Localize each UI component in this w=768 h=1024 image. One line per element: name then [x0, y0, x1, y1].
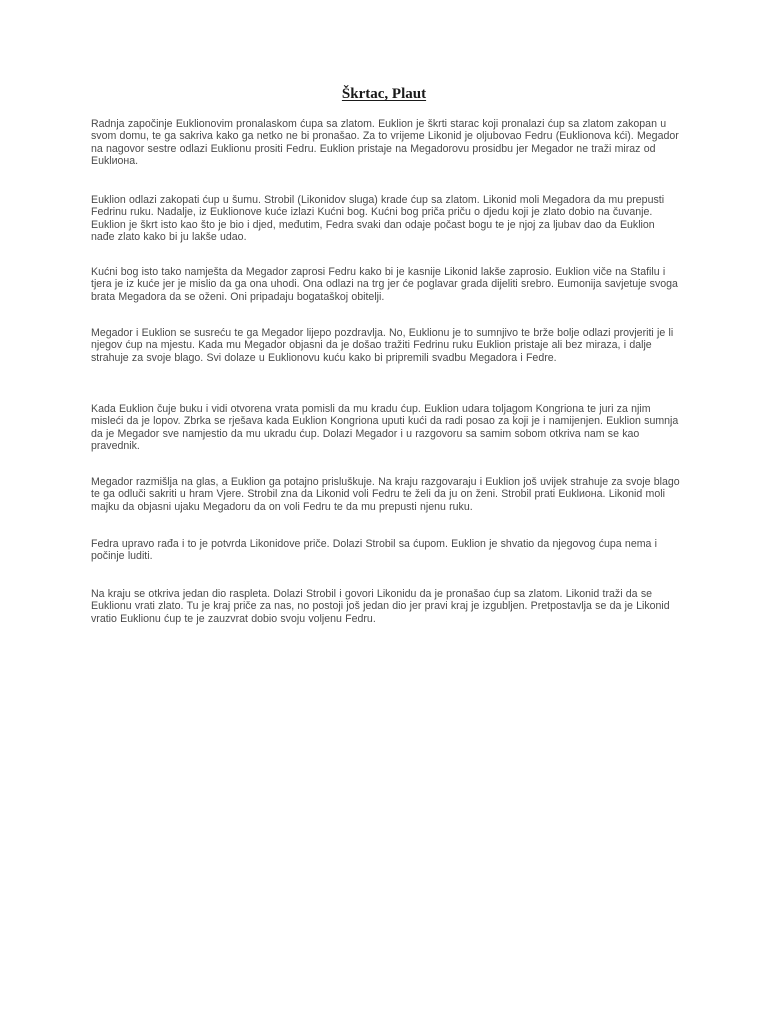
paragraph-8: Na kraju se otkriva jedan dio raspleta. Dolazi Strobil i govori Likonidu da je pronašao ćup sa zlatom. Likonid traži da se Euklionu vrati zlato. Tu je kraj priče za nas, no postoji još jedan dio jer pravi kraj je izgubljen. Pretpostavlja se da je Likonid vratio Euklionu ćup te je zauzvrat dobio svoju voljenu Fedru.	[91, 588, 670, 625]
paragraph-2: Euklion odlazi zakopati ćup u šumu. Strobil (Likonidov sluga) krade ćup sa zlatom. Likonid moli Megadora da mu prepusti Fedrinu ruku. Nadalje, iz Euklionove kuće izlazi Kućni bog. Kućni bog priča priču o djedu koji je zlato dobio na čuvanje. Euklion je škrt isto kao što je bio i djed, međutim, Fedra svaki dan odaje počast bogu te je njoj za ljubav dao da Euklion nađe zlato kako bi ju lakše udao.	[91, 194, 665, 244]
paragraph-3: Kućni bog isto tako namješta da Megador zaprosi Fedru kako bi je kasnije Likonid lakše zaprosio. Euklion viče na Stafilu i tjera je iz kuće jer je mislio da ga ona uhodi. Ona odlazi na trg jer će poglavar grada dijeliti srebro. Eumonija savjetuje svoga brata Megadora da se oženi. Oni pripadaju bogataškoj obitelji.	[91, 266, 678, 303]
paragraph-6: Megador razmišlja na glas, a Euklion ga potajno prisluškuje. Na kraju razgovaraju i Euklion još uvijek strahuje za svoje blago te ga odluči sakriti u hram Vjere. Strobil zna da Likonid voli Fedru te želi da ju on ženi. Strobil prati Euklиона. Likonid moli majku da objasni ujaku Megadoru da on voli Fedru te da mu prepusti njenu ruku.	[91, 476, 680, 513]
paragraph-4: Megador i Euklion se susreću te ga Megador lijepo pozdravlja. No, Euklionu je to sumnjivo te brže bolje odlazi provjeriti je li njegov ćup na mjestu. Kada mu Megador objasni da je došao tražiti Fedrinu ruku Euklion pristaje ali bez miraza, i dalje strahuje za svoje blago. Svi dolaze u Euklionovu kuću kako bi pripremili svadbu Megadora i Fedre.	[91, 327, 674, 364]
paragraph-1: Radnja započinje Euklionovim pronalaskom ćupa sa zlatom. Euklion je škrti starac koji pronalazi ćup sa zlatom zakopan u svom domu, te ga sakriva kako ga netko ne bi pronašao. Za to vrijeme Likonid je oljubovao Fedru (Euklionova kći). Megador na nagovor sestre odlazi Euklionu prositi Fedru. Euklion pristaje na Megadorovu prosidbu jer Megador ne traži miraz od Euklиона.	[91, 118, 679, 168]
paragraph-7: Fedra upravo rađa i to je potvrda Likonidove priče. Dolazi Strobil sa ćupom. Euklion je shvatio da njegovog ćupa nema i počinje luditi.	[91, 538, 658, 563]
document-title: Škrtac, Plaut	[341, 86, 427, 102]
paragraph-5: Kada Euklion čuje buku i vidi otvorena vrata pomisli da mu kradu ćup. Euklion udara toljagom Kongriona te juri za njim misleći da je lopov. Zbrka se rješava kada Euklion Kongriona uputi kući da radi posao za koji je i namijenjen. Euklion sumnja da je Megador sve namjestio da mu ukradu ćup. Dolazi Megador i u razgovoru sa samim sobom otkriva nam se kao pravednik.	[91, 403, 679, 453]
